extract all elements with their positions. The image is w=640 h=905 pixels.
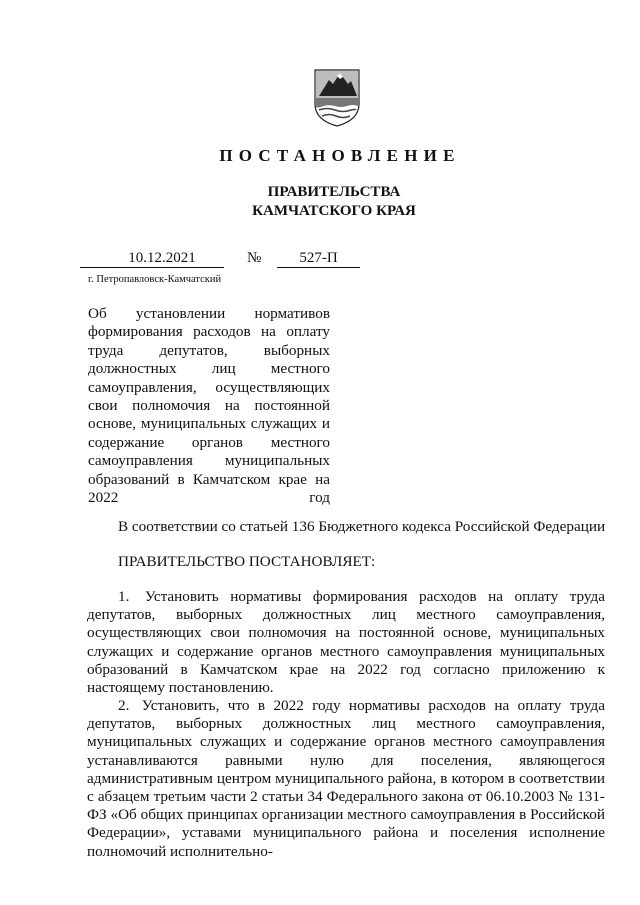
issuer-line-1: ПРАВИТЕЛЬСТВА <box>267 184 401 200</box>
paragraph-2 <box>87 697 605 861</box>
paragraph-text: Установить, что в 2022 году нормативы расходов на оплату труда депутатов, выборных должностных лиц местного самоуправления, муниципальных служащих и содержание органов местного самоуправления устанавливаются равными нулю для поселения, являющегося административным центром муниципального района, в котором в соответствии с абзацем третьим части 2 статьи 34 Федерального закона от 06.10.2003 № 131-ФЗ «Об общих принципах организации местного самоуправления в Российской Федерации», уставами муниципального района и поселения исполнение полномочий исполнительно- <box>87 697 606 860</box>
coat-of-arms-emblem <box>313 68 361 128</box>
paragraph-number: 1. <box>118 588 130 605</box>
document-date: 10.12.2021 <box>80 249 224 268</box>
resolves-heading: ПРАВИТЕЛЬСТВО ПОСТАНОВЛЯЕТ: <box>118 553 376 570</box>
issuer-line-2: КАМЧАТСКОГО КРАЯ <box>252 203 416 219</box>
document-subject: Об установлении нормативов формирования расходов на оплату труда депутатов, выборных должностных лиц местного самоуправления, осуществляющих свои полномочия на постоянной основе, муниципальных служащих и содержание органов местного самоуправления муниципальных образований в Камчатском крае на 2022 год <box>88 305 330 507</box>
legal-basis: В соответствии со статьей 136 Бюджетного кодекса Российской Федерации <box>118 518 606 535</box>
paragraph-1 <box>87 588 605 697</box>
document-type-title: ПОСТАНОВЛЕНИЕ <box>219 146 461 165</box>
document-number: 527-П <box>277 249 360 268</box>
issuer-block <box>0 183 640 221</box>
city-label: г. Петропавловск-Камчатский <box>88 274 222 285</box>
paragraph-number: 2. <box>118 697 130 714</box>
paragraph-text: Установить нормативы формирования расходов на оплату труда депутатов, выборных должностных лиц местного самоуправления, осуществляющих свои полномочия на постоянной основе, муниципальных служащих и содержание органов местного самоуправления муниципальных образований в Камчатском крае на 2022 год согласно приложению к настоящему постановлению. <box>87 588 606 697</box>
number-sign: № <box>247 250 262 266</box>
